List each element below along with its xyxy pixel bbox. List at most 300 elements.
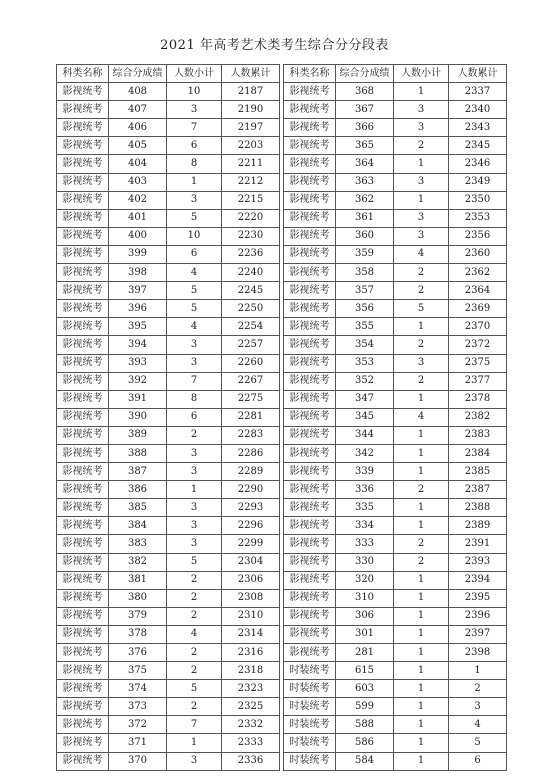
cell-cumulative: 2349 [449, 173, 507, 191]
cell-count: 1 [167, 173, 222, 191]
cell-category: 影视统考 [57, 426, 109, 444]
cell-score: 382 [109, 553, 167, 571]
cell-cumulative: 2211 [222, 155, 280, 173]
table-row [57, 463, 280, 481]
cell-cumulative: 2 [449, 680, 507, 698]
cell-count: 2 [167, 589, 222, 607]
cell-cumulative: 2215 [222, 191, 280, 209]
cell-category: 影视统考 [284, 83, 336, 101]
table-row [284, 101, 507, 119]
cell-count: 1 [394, 607, 449, 625]
cell-count: 6 [167, 137, 222, 155]
cell-score: 367 [336, 101, 394, 119]
cell-count: 2 [167, 662, 222, 680]
cell-score: 384 [109, 517, 167, 535]
cell-cumulative: 2384 [449, 444, 507, 462]
cell-score: 373 [109, 698, 167, 716]
cell-score: 330 [336, 553, 394, 571]
cell-category: 影视统考 [57, 155, 109, 173]
cell-category: 影视统考 [57, 680, 109, 698]
table-row [284, 245, 507, 263]
table-row [57, 734, 280, 752]
table-row [284, 209, 507, 227]
table-row [57, 173, 280, 191]
cell-cumulative: 2389 [449, 517, 507, 535]
cell-category: 影视统考 [284, 390, 336, 408]
cell-score: 403 [109, 173, 167, 191]
table-row [284, 752, 507, 770]
column-header-score: 综合分成绩 [336, 65, 394, 83]
cell-category: 影视统考 [284, 227, 336, 245]
cell-score: 376 [109, 644, 167, 662]
cell-score: 603 [336, 680, 394, 698]
cell-count: 3 [394, 173, 449, 191]
cell-count: 3 [167, 517, 222, 535]
cell-count: 5 [167, 553, 222, 571]
cell-cumulative: 2337 [449, 83, 507, 101]
table-row [284, 680, 507, 698]
cell-score: 392 [109, 372, 167, 390]
cell-category: 影视统考 [57, 227, 109, 245]
table-row [57, 752, 280, 770]
column-header-score: 综合分成绩 [109, 65, 167, 83]
table-row [57, 354, 280, 372]
cell-count: 3 [167, 354, 222, 372]
cell-count: 2 [167, 607, 222, 625]
cell-category: 影视统考 [284, 589, 336, 607]
cell-count: 1 [394, 155, 449, 173]
table-row [57, 83, 280, 101]
cell-cumulative: 2391 [449, 535, 507, 553]
table-row [57, 318, 280, 336]
cell-score: 588 [336, 716, 394, 734]
cell-count: 2 [167, 426, 222, 444]
cell-category: 影视统考 [57, 463, 109, 481]
table-row [57, 209, 280, 227]
cell-count: 2 [394, 264, 449, 282]
table-row [57, 372, 280, 390]
cell-category: 影视统考 [284, 336, 336, 354]
cell-score: 333 [336, 535, 394, 553]
table-row [284, 716, 507, 734]
cell-count: 1 [394, 444, 449, 462]
cell-score: 364 [336, 155, 394, 173]
table-row [284, 444, 507, 462]
cell-category: 影视统考 [57, 752, 109, 770]
cell-count: 1 [394, 426, 449, 444]
cell-cumulative: 2290 [222, 481, 280, 499]
cell-cumulative: 2346 [449, 155, 507, 173]
cell-score: 345 [336, 408, 394, 426]
table-row [284, 282, 507, 300]
cell-score: 371 [109, 734, 167, 752]
cell-cumulative: 2318 [222, 662, 280, 680]
cell-cumulative: 2350 [449, 191, 507, 209]
table-row [57, 589, 280, 607]
cell-count: 10 [167, 83, 222, 101]
cell-count: 3 [167, 191, 222, 209]
cell-score: 599 [336, 698, 394, 716]
cell-cumulative: 2187 [222, 83, 280, 101]
cell-score: 390 [109, 408, 167, 426]
cell-category: 影视统考 [284, 607, 336, 625]
cell-score: 406 [109, 119, 167, 137]
cell-count: 8 [167, 390, 222, 408]
cell-score: 385 [109, 499, 167, 517]
cell-cumulative: 2333 [222, 734, 280, 752]
table-row [284, 336, 507, 354]
cell-count: 5 [167, 680, 222, 698]
cell-cumulative: 2398 [449, 644, 507, 662]
cell-cumulative: 2362 [449, 264, 507, 282]
cell-category: 影视统考 [284, 426, 336, 444]
cell-count: 2 [167, 571, 222, 589]
cell-count: 5 [394, 300, 449, 318]
table-row [57, 245, 280, 263]
cell-count: 8 [167, 155, 222, 173]
cell-count: 7 [167, 119, 222, 137]
cell-cumulative: 3 [449, 698, 507, 716]
cell-category: 影视统考 [284, 408, 336, 426]
cell-cumulative: 2230 [222, 227, 280, 245]
cell-count: 2 [167, 644, 222, 662]
table-row [57, 607, 280, 625]
cell-category: 影视统考 [57, 517, 109, 535]
cell-score: 370 [109, 752, 167, 770]
cell-count: 3 [167, 535, 222, 553]
cell-score: 389 [109, 426, 167, 444]
cell-cumulative: 2257 [222, 336, 280, 354]
cell-count: 5 [167, 282, 222, 300]
cell-score: 383 [109, 535, 167, 553]
cell-category: 影视统考 [284, 535, 336, 553]
table-row [284, 481, 507, 499]
cell-cumulative: 2308 [222, 589, 280, 607]
cell-category: 影视统考 [284, 481, 336, 499]
cell-score: 393 [109, 354, 167, 372]
cell-score: 355 [336, 318, 394, 336]
page-title: 2021 年高考艺术类考生综合分分段表 [160, 38, 389, 53]
cell-category: 影视统考 [284, 499, 336, 517]
cell-count: 1 [394, 752, 449, 770]
cell-category: 影视统考 [284, 300, 336, 318]
table-row [57, 336, 280, 354]
table-row [284, 264, 507, 282]
cell-count: 3 [394, 119, 449, 137]
cell-category: 影视统考 [57, 354, 109, 372]
cell-cumulative: 2372 [449, 336, 507, 354]
table-row [284, 463, 507, 481]
cell-cumulative: 2393 [449, 553, 507, 571]
score-table-left [56, 64, 280, 771]
cell-cumulative: 2314 [222, 625, 280, 643]
cell-category: 影视统考 [57, 264, 109, 282]
cell-category: 影视统考 [57, 101, 109, 119]
table-row [284, 119, 507, 137]
score-table-right [283, 64, 507, 771]
cell-count: 1 [394, 463, 449, 481]
cell-category: 影视统考 [284, 155, 336, 173]
cell-cumulative: 2240 [222, 264, 280, 282]
cell-count: 1 [394, 318, 449, 336]
cell-score: 402 [109, 191, 167, 209]
cell-cumulative: 2283 [222, 426, 280, 444]
cell-count: 2 [394, 481, 449, 499]
cell-count: 2 [394, 336, 449, 354]
cell-cumulative: 2212 [222, 173, 280, 191]
cell-cumulative: 2275 [222, 390, 280, 408]
cell-category: 影视统考 [57, 209, 109, 227]
cell-count: 1 [394, 680, 449, 698]
cell-score: 378 [109, 625, 167, 643]
cell-category: 时装统考 [284, 716, 336, 734]
table-row [284, 354, 507, 372]
table-row [284, 426, 507, 444]
cell-score: 615 [336, 662, 394, 680]
table-row [284, 408, 507, 426]
table-row [57, 553, 280, 571]
cell-cumulative: 1 [449, 662, 507, 680]
cell-category: 影视统考 [284, 119, 336, 137]
cell-cumulative: 2383 [449, 426, 507, 444]
cell-category: 时装统考 [284, 734, 336, 752]
table-row [57, 300, 280, 318]
cell-count: 1 [394, 716, 449, 734]
cell-count: 7 [167, 716, 222, 734]
cell-score: 586 [336, 734, 394, 752]
table-row [284, 625, 507, 643]
cell-count: 1 [394, 390, 449, 408]
cell-category: 时装统考 [284, 752, 336, 770]
cell-score: 336 [336, 481, 394, 499]
cell-cumulative: 2336 [222, 752, 280, 770]
cell-count: 4 [394, 408, 449, 426]
column-header-category: 科类名称 [284, 65, 336, 83]
cell-category: 时装统考 [284, 680, 336, 698]
cell-count: 2 [394, 535, 449, 553]
cell-cumulative: 2260 [222, 354, 280, 372]
cell-count: 3 [167, 752, 222, 770]
cell-cumulative: 2304 [222, 553, 280, 571]
cell-score: 335 [336, 499, 394, 517]
cell-cumulative: 2323 [222, 680, 280, 698]
table-row [284, 607, 507, 625]
cell-count: 1 [394, 644, 449, 662]
table-row [284, 155, 507, 173]
cell-cumulative: 2375 [449, 354, 507, 372]
cell-cumulative: 2343 [449, 119, 507, 137]
table-row [57, 227, 280, 245]
cell-score: 361 [336, 209, 394, 227]
cell-count: 1 [394, 625, 449, 643]
cell-score: 352 [336, 372, 394, 390]
cell-category: 影视统考 [57, 589, 109, 607]
cell-cumulative: 4 [449, 716, 507, 734]
cell-score: 362 [336, 191, 394, 209]
cell-cumulative: 2245 [222, 282, 280, 300]
cell-count: 6 [167, 408, 222, 426]
cell-count: 3 [167, 101, 222, 119]
cell-cumulative: 2281 [222, 408, 280, 426]
table-row [284, 589, 507, 607]
cell-cumulative: 2220 [222, 209, 280, 227]
cell-score: 381 [109, 571, 167, 589]
cell-count: 3 [394, 227, 449, 245]
cell-category: 影视统考 [57, 318, 109, 336]
cell-score: 372 [109, 716, 167, 734]
cell-cumulative: 2203 [222, 137, 280, 155]
cell-category: 影视统考 [284, 517, 336, 535]
cell-cumulative: 2250 [222, 300, 280, 318]
table-row [57, 662, 280, 680]
column-header-count: 人数小计 [167, 65, 222, 83]
cell-count: 4 [394, 245, 449, 263]
cell-score: 310 [336, 589, 394, 607]
cell-count: 2 [167, 698, 222, 716]
cell-score: 407 [109, 101, 167, 119]
cell-score: 347 [336, 390, 394, 408]
column-header-count: 人数小计 [394, 65, 449, 83]
cell-cumulative: 2377 [449, 372, 507, 390]
cell-score: 306 [336, 607, 394, 625]
table-row [284, 535, 507, 553]
table-row [57, 625, 280, 643]
cell-cumulative: 2378 [449, 390, 507, 408]
cell-count: 2 [394, 372, 449, 390]
table-row [57, 716, 280, 734]
table-row [57, 571, 280, 589]
cell-score: 301 [336, 625, 394, 643]
cell-score: 388 [109, 444, 167, 462]
cell-score: 334 [336, 517, 394, 535]
cell-count: 1 [394, 191, 449, 209]
table-row [57, 644, 280, 662]
cell-cumulative: 2293 [222, 499, 280, 517]
cell-category: 影视统考 [57, 390, 109, 408]
cell-count: 1 [394, 571, 449, 589]
cell-category: 影视统考 [57, 698, 109, 716]
cell-category: 影视统考 [284, 101, 336, 119]
cell-count: 2 [394, 137, 449, 155]
table-row [284, 83, 507, 101]
cell-category: 影视统考 [284, 173, 336, 191]
cell-score: 360 [336, 227, 394, 245]
cell-score: 363 [336, 173, 394, 191]
cell-cumulative: 2394 [449, 571, 507, 589]
table-row [57, 282, 280, 300]
table-row [57, 535, 280, 553]
table-row [284, 644, 507, 662]
cell-score: 401 [109, 209, 167, 227]
cell-category: 影视统考 [57, 571, 109, 589]
cell-cumulative: 2296 [222, 517, 280, 535]
cell-category: 影视统考 [284, 354, 336, 372]
cell-score: 342 [336, 444, 394, 462]
cell-cumulative: 2353 [449, 209, 507, 227]
cell-count: 4 [167, 264, 222, 282]
cell-score: 379 [109, 607, 167, 625]
cell-cumulative: 2190 [222, 101, 280, 119]
table-row [284, 517, 507, 535]
cell-cumulative: 2360 [449, 245, 507, 263]
cell-category: 影视统考 [57, 300, 109, 318]
table-row [57, 680, 280, 698]
cell-cumulative: 2289 [222, 463, 280, 481]
cell-count: 2 [394, 553, 449, 571]
cell-score: 386 [109, 481, 167, 499]
cell-category: 影视统考 [57, 191, 109, 209]
cell-score: 358 [336, 264, 394, 282]
table-header-row [57, 65, 280, 83]
cell-score: 320 [336, 571, 394, 589]
table-row [57, 426, 280, 444]
cell-cumulative: 2299 [222, 535, 280, 553]
table-row [284, 571, 507, 589]
cell-count: 1 [394, 662, 449, 680]
cell-category: 影视统考 [57, 644, 109, 662]
cell-count: 4 [167, 318, 222, 336]
cell-category: 影视统考 [57, 535, 109, 553]
cell-cumulative: 2356 [449, 227, 507, 245]
cell-category: 影视统考 [57, 119, 109, 137]
table-row [284, 227, 507, 245]
table-row [57, 390, 280, 408]
cell-category: 影视统考 [57, 625, 109, 643]
cell-category: 影视统考 [284, 553, 336, 571]
cell-cumulative: 2382 [449, 408, 507, 426]
table-row [284, 662, 507, 680]
cell-category: 影视统考 [57, 716, 109, 734]
cell-count: 3 [167, 499, 222, 517]
cell-category: 影视统考 [57, 372, 109, 390]
cell-count: 5 [167, 209, 222, 227]
cell-score: 397 [109, 282, 167, 300]
table-row [284, 499, 507, 517]
cell-score: 398 [109, 264, 167, 282]
cell-category: 影视统考 [57, 137, 109, 155]
cell-score: 356 [336, 300, 394, 318]
cell-category: 时装统考 [284, 698, 336, 716]
cell-cumulative: 2340 [449, 101, 507, 119]
cell-score: 368 [336, 83, 394, 101]
cell-category: 影视统考 [284, 463, 336, 481]
cell-category: 影视统考 [284, 264, 336, 282]
cell-count: 7 [167, 372, 222, 390]
cell-cumulative: 5 [449, 734, 507, 752]
cell-count: 1 [394, 589, 449, 607]
cell-score: 400 [109, 227, 167, 245]
cell-cumulative: 2369 [449, 300, 507, 318]
cell-cumulative: 2254 [222, 318, 280, 336]
cell-count: 3 [167, 463, 222, 481]
table-row [284, 390, 507, 408]
cell-cumulative: 2310 [222, 607, 280, 625]
table-header-row [284, 65, 507, 83]
cell-category: 影视统考 [284, 444, 336, 462]
table-row [57, 155, 280, 173]
cell-score: 396 [109, 300, 167, 318]
cell-category: 影视统考 [284, 137, 336, 155]
cell-count: 1 [167, 734, 222, 752]
cell-cumulative: 2364 [449, 282, 507, 300]
cell-count: 3 [394, 101, 449, 119]
cell-category: 影视统考 [57, 553, 109, 571]
cell-category: 影视统考 [57, 336, 109, 354]
cell-category: 时装统考 [284, 662, 336, 680]
cell-score: 344 [336, 426, 394, 444]
cell-cumulative: 2325 [222, 698, 280, 716]
cell-cumulative: 2397 [449, 625, 507, 643]
